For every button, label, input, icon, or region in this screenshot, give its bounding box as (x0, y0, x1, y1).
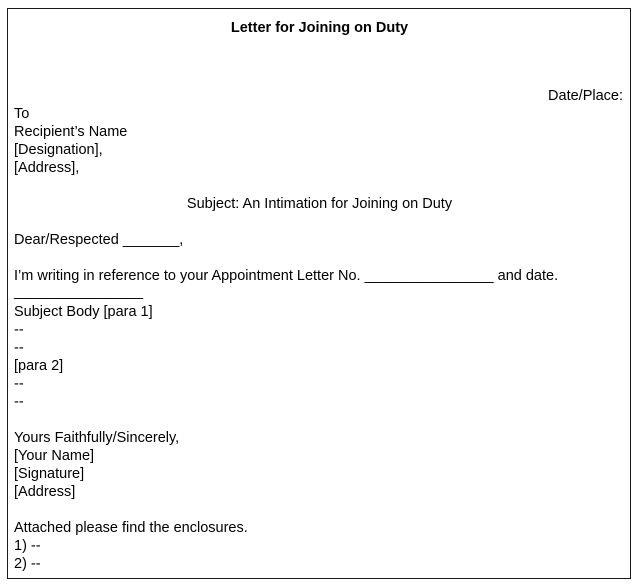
recipient-address: [Address], (14, 160, 80, 176)
recipient-name: Recipient’s Name (14, 124, 128, 140)
enclosures-note: Attached please find the enclosures. (14, 520, 248, 536)
intro-line: I’m writing in reference to your Appointment Letter No. ________________ and date. (14, 268, 559, 284)
letter-title: Letter for Joining on Duty (230, 20, 409, 36)
date-place-label: Date/Place: (548, 88, 623, 104)
body-placeholder-dash: -- (14, 322, 24, 338)
body-paragraph-2: [para 2] (14, 358, 64, 374)
enclosure-item-1: 1) -- (14, 538, 41, 554)
body-paragraph-1: Subject Body [para 1] (14, 304, 153, 320)
sender-name: [Your Name] (14, 448, 95, 464)
salutation: Dear/Respected _______, (14, 232, 184, 248)
subject-line: Subject: An Intimation for Joining on Duty (186, 196, 453, 212)
closing: Yours Faithfully/Sincerely, (14, 430, 180, 446)
to-label: To (14, 106, 30, 122)
body-placeholder-dash: -- (14, 340, 24, 356)
body-placeholder-dash: -- (14, 394, 24, 410)
enclosure-item-2: 2) -- (14, 556, 41, 572)
recipient-designation: [Designation], (14, 142, 103, 158)
sender-signature: [Signature] (14, 466, 85, 482)
body-placeholder-dash: -- (14, 376, 24, 392)
sender-address: [Address] (14, 484, 76, 500)
intro-line-continued: ________________ (14, 284, 144, 300)
